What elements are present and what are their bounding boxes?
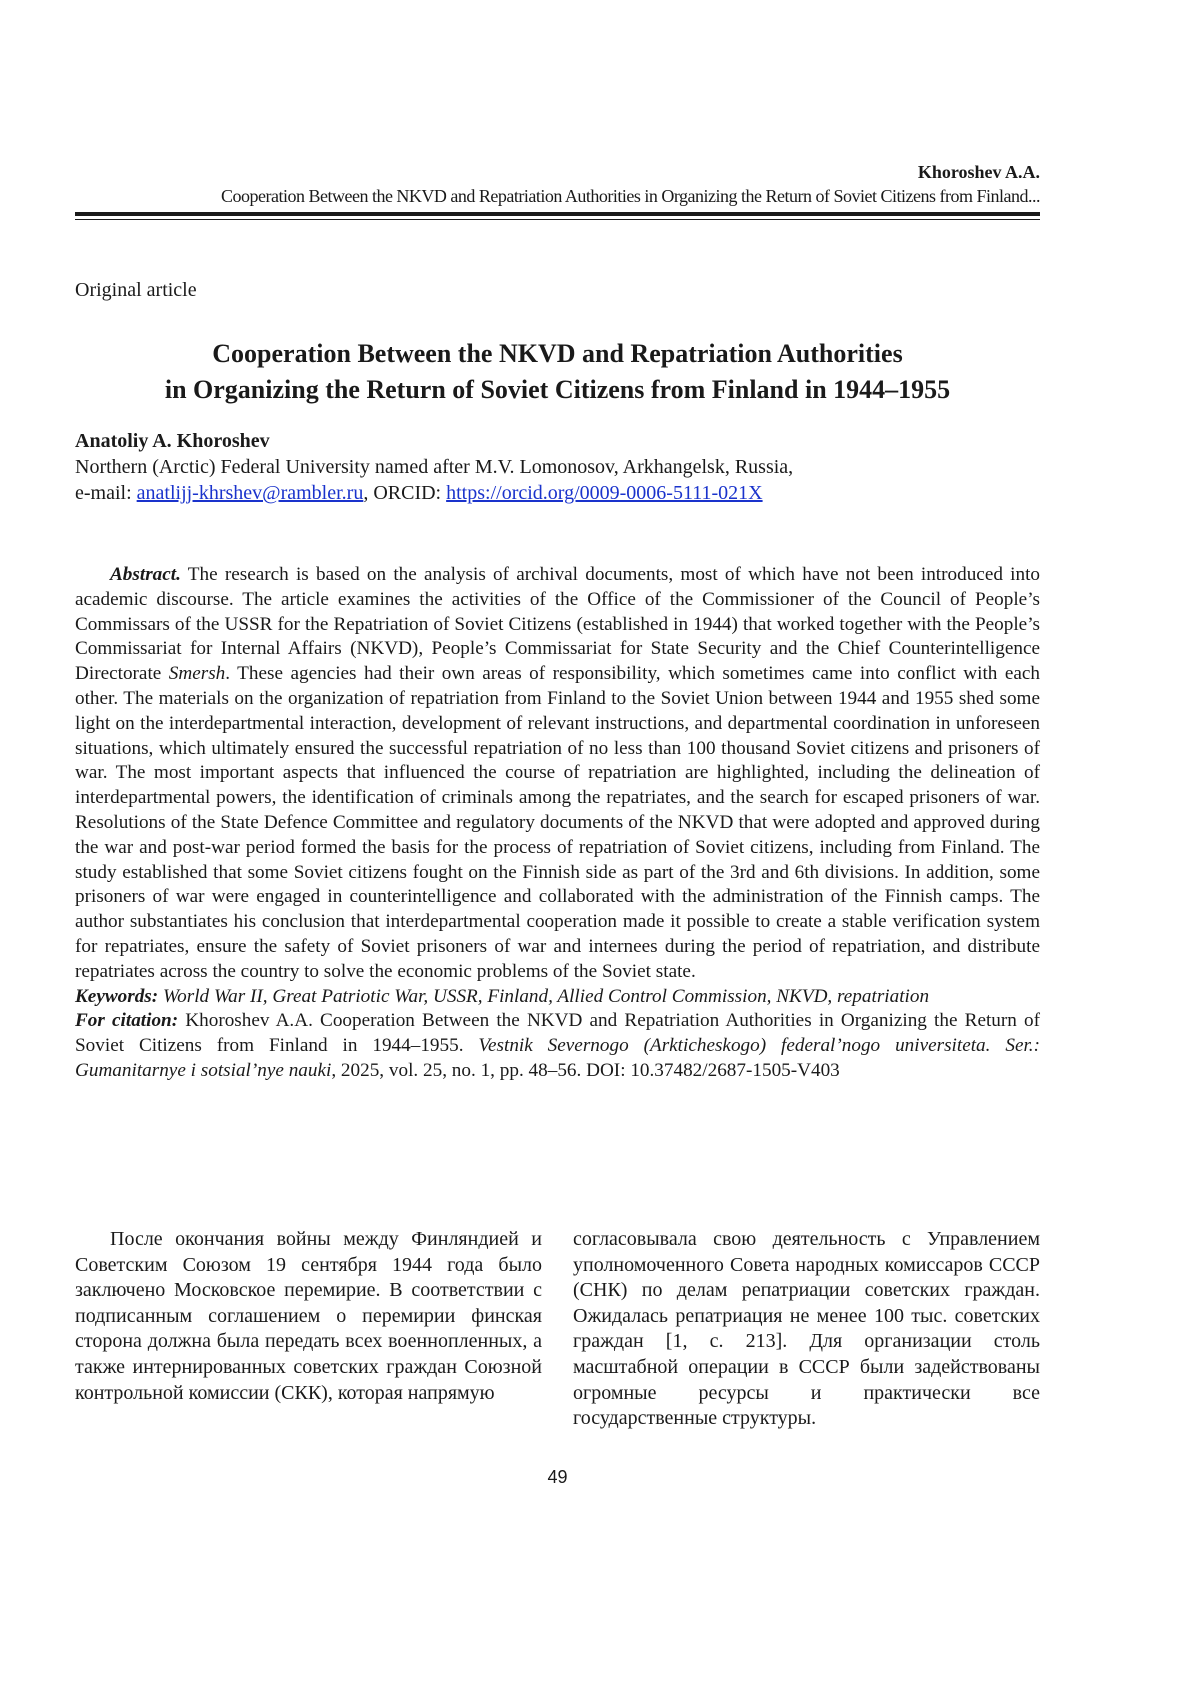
citation-journal: Vestnik Severnogo (Arkticheskogo) federal’nogo universiteta. Ser.: Gumanitarnye i sotsial’nye nauki	[75, 1035, 1040, 1081]
page-number: 49	[547, 1467, 568, 1487]
keywords-label: Keywords:	[75, 985, 159, 1007]
abstract-text-part-1: The research is based on the analysis of archival documents, most of which have not been introduced into academic discourse. The article examines the activities of the Office of the Commissioner of the Council of People’s Commissars of the USSR for the Repatriation of Soviet Citizens (established in 1944) that worked together with the People’s Commissariat for Internal Affairs (NKVD), People’s Commissariat for State Security and the Chief Counterintelligence Directorate	[75, 564, 1041, 685]
email-label: e-mail:	[75, 482, 132, 504]
citation-text: Khoroshev A.A. Cooperation Between the NKVD and Repatriation Authorities in Organizing the Return of Soviet Citizens from Finland in 1944–1955.	[75, 1010, 1041, 1057]
abstract-block	[75, 563, 1040, 1084]
author-affiliation: Northern (Arctic) Federal University named after M.V. Lomonosov, Arkhangelsk, Russia,	[75, 456, 794, 478]
running-head-title: Cooperation Between the NKVD and Repatriation Authorities in Organizing the Return of Soviet Citizens from Finland...	[220, 186, 1040, 206]
article-title-line-2: in Organizing the Return of Soviet Citizens from Finland in 1944–1955	[164, 375, 951, 404]
abstract-paragraph	[75, 563, 1040, 985]
abstract-text-part-2: . These agencies had their own areas of responsibility, which sometimes came into conflict with each other. The materials on the organization of repatriation from Finland to the Soviet Union between 1944 and 1955 shed some light on the interdepartmental interaction, development of relevant instructions, and departmental coordination in unforeseen situations, which ultimately ensured the successful repatriation of no less than 100 thousand Soviet citizens and prisoners of war. The most important aspects that influenced the course of repatriation are highlighted, including the delineation of interdepartmental powers, the identification of criminals among the repatriates, and the search for escaped prisoners of war. Resolutions of the State Defence Committee and regulatory documents of the NKVD that were adopted and approved during the war and post-war period formed the basis for the process of repatriation of Soviet citizens, including from Finland. The study established that some Soviet citizens fought on the Finnish side as part of the 3rd and 6th divisions. In addition, some prisoners of war were engaged in counterintelligence and collaborated with the administration of the Finnish camps. The author substantiates his conclusion that interdepartmental cooperation made it possible to create a stable verification system for repatriates, ensure the safety of Soviet prisoners of war and internees during the period of repatriation, and distribute repatriates across the country to solve the economic problems of the Soviet state.	[75, 663, 1040, 982]
header-rule-thin	[75, 219, 1040, 220]
orcid-link[interactable]: https://orcid.org/0009-0006-5111-021X	[446, 482, 763, 504]
body-columns	[75, 1227, 1040, 1432]
keywords-text: World War II, Great Patriotic War, USSR, Finland, Allied Control Commission, NKVD, repatriation	[162, 985, 930, 1007]
article-title-line-1: Cooperation Between the NKVD and Repatriation Authorities	[212, 339, 903, 368]
orcid-label: , ORCID:	[363, 482, 442, 504]
running-head	[75, 160, 1040, 208]
article-type: Original article	[75, 279, 197, 301]
abstract-smersh: Smersh	[168, 663, 226, 685]
running-head-author: Khoroshev A.A.	[917, 162, 1040, 182]
header-rule-thick	[75, 212, 1040, 216]
citation-details: , 2025, vol. 25, no. 1, pp. 48–56. DOI: 10.37482/2687-1505-V403	[331, 1059, 840, 1081]
abstract-label: Abstract.	[110, 564, 181, 585]
author-contacts	[75, 480, 1040, 506]
citation-label: For citation:	[75, 1010, 179, 1032]
keywords	[75, 985, 1040, 1010]
citation	[75, 1009, 1040, 1083]
author-name: Anatoliy A. Khoroshev	[75, 430, 270, 452]
article-title	[75, 336, 1040, 408]
body-column-right: согласовывала свою деятельность с Управлением уполномоченного Совета народных комиссаров СССР (СНК) по делам репатриации советских граждан. Ожидалась репатриация не менее 100 тыс. советских граждан [1, с. 213]. Для организации столь масштабной операции в СССР были задействованы огромные ресурсы и практически все государственные структуры.	[573, 1228, 1040, 1430]
email-link[interactable]: anatlijj-khrshev@rambler.ru	[136, 482, 364, 504]
body-column-left: После окончания войны между Финляндией и Советским Союзом 19 сентября 1944 года было заключено Московское перемирие. В соответствии с подписанным соглашением о перемирии финская сторона должна была передать всех военнопленных, а также интернированных советских граждан Союзной контрольной комиссии (СКК), которая напрямую	[75, 1228, 542, 1404]
author-block	[75, 428, 1040, 506]
